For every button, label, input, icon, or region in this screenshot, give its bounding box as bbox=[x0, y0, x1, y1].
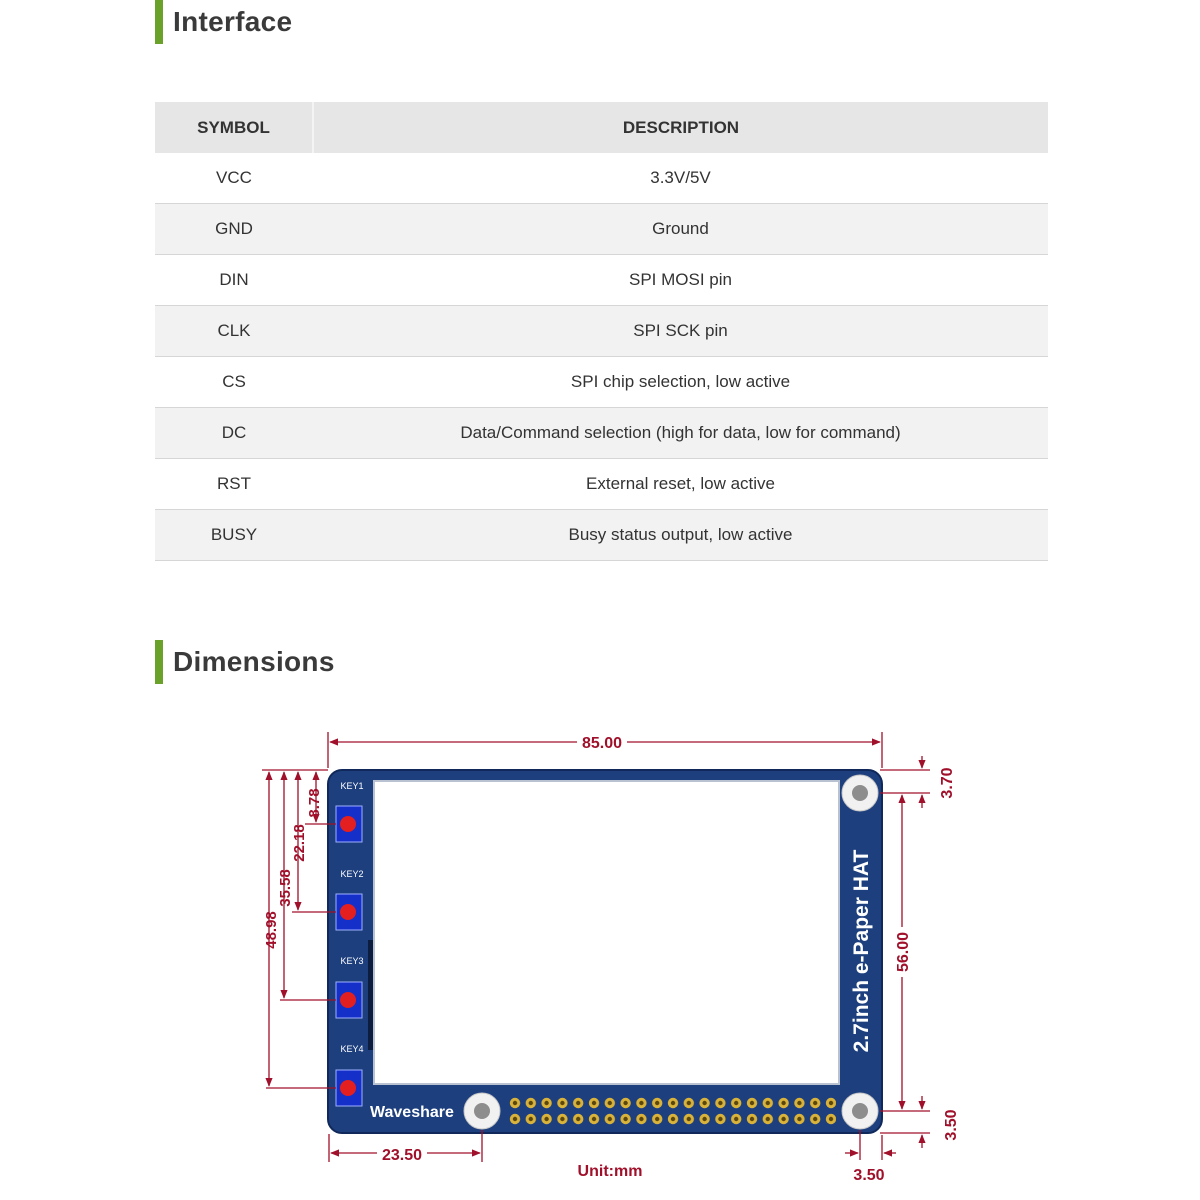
brand-logo: Waveshare bbox=[370, 1104, 454, 1121]
interface-title: Interface bbox=[173, 6, 293, 37]
key2-label: KEY2 bbox=[340, 869, 364, 879]
table-row bbox=[155, 459, 1048, 510]
heading-accent-bar bbox=[155, 0, 163, 44]
key3-dimension: 35.58 bbox=[277, 869, 294, 907]
key3-button bbox=[336, 982, 362, 1018]
symbol-cell: RST bbox=[155, 459, 313, 510]
key4-dimension: 48.98 bbox=[263, 911, 280, 949]
fpc-connector bbox=[368, 940, 373, 1050]
dimensions-title: Dimensions bbox=[173, 646, 335, 677]
mount-hole-bottom-left bbox=[464, 1093, 500, 1129]
symbol-cell: DIN bbox=[155, 255, 313, 306]
key2-dimension: 22.18 bbox=[291, 824, 308, 862]
dimension-drawing bbox=[0, 700, 1200, 1200]
unit-label: Unit:mm bbox=[577, 1163, 643, 1180]
key1-label: KEY1 bbox=[340, 781, 364, 791]
hole-right-offset-dimension: 3.50 bbox=[853, 1167, 885, 1184]
hole-top-offset-dimension: 3.70 bbox=[939, 767, 956, 799]
board-title: 2.7inch e-Paper HAT bbox=[850, 849, 873, 1053]
table-row bbox=[155, 153, 1048, 204]
heading-accent-bar bbox=[155, 640, 163, 684]
description-cell: SPI MOSI pin bbox=[313, 255, 1048, 306]
key3-label: KEY3 bbox=[340, 956, 364, 966]
key4-button bbox=[336, 1070, 362, 1106]
key1-dimension: 8.78 bbox=[306, 788, 323, 818]
key4-label: KEY4 bbox=[340, 1044, 364, 1054]
table-row bbox=[155, 408, 1048, 459]
mount-hole-bottom-right bbox=[842, 1093, 878, 1129]
table-row bbox=[155, 255, 1048, 306]
table-row bbox=[155, 204, 1048, 255]
table-row bbox=[155, 357, 1048, 408]
table-row bbox=[155, 510, 1048, 561]
description-cell: Ground bbox=[313, 204, 1048, 255]
height-dimension: 56.00 bbox=[895, 931, 912, 973]
description-cell: Data/Command selection (high for data, low for command) bbox=[313, 408, 1048, 459]
symbol-cell: DC bbox=[155, 408, 313, 459]
interface-table bbox=[155, 102, 1048, 561]
epaper-screen bbox=[374, 781, 839, 1084]
interface-heading bbox=[155, 0, 292, 44]
symbol-cell: VCC bbox=[155, 153, 313, 204]
description-cell: External reset, low active bbox=[313, 459, 1048, 510]
table-row bbox=[155, 306, 1048, 357]
hole-left-x-dimension: 23.50 bbox=[381, 1147, 423, 1164]
gpio-header bbox=[506, 1095, 836, 1127]
symbol-cell: CLK bbox=[155, 306, 313, 357]
symbol-cell: CS bbox=[155, 357, 313, 408]
key2-button bbox=[336, 894, 362, 930]
description-cell: Busy status output, low active bbox=[313, 510, 1048, 561]
symbol-cell: GND bbox=[155, 204, 313, 255]
symbol-header: SYMBOL bbox=[155, 102, 313, 153]
dimensions-heading bbox=[155, 640, 335, 684]
mount-hole-top-right bbox=[842, 775, 878, 811]
description-cell: SPI SCK pin bbox=[313, 306, 1048, 357]
description-cell: SPI chip selection, low active bbox=[313, 357, 1048, 408]
hole-bottom-offset-dimension: 3.50 bbox=[943, 1109, 960, 1141]
description-header: DESCRIPTION bbox=[313, 102, 1048, 153]
symbol-cell: BUSY bbox=[155, 510, 313, 561]
key1-button bbox=[336, 806, 362, 842]
width-dimension: 85.00 bbox=[581, 735, 623, 752]
table-header-row bbox=[155, 102, 1048, 153]
description-cell: 3.3V/5V bbox=[313, 153, 1048, 204]
